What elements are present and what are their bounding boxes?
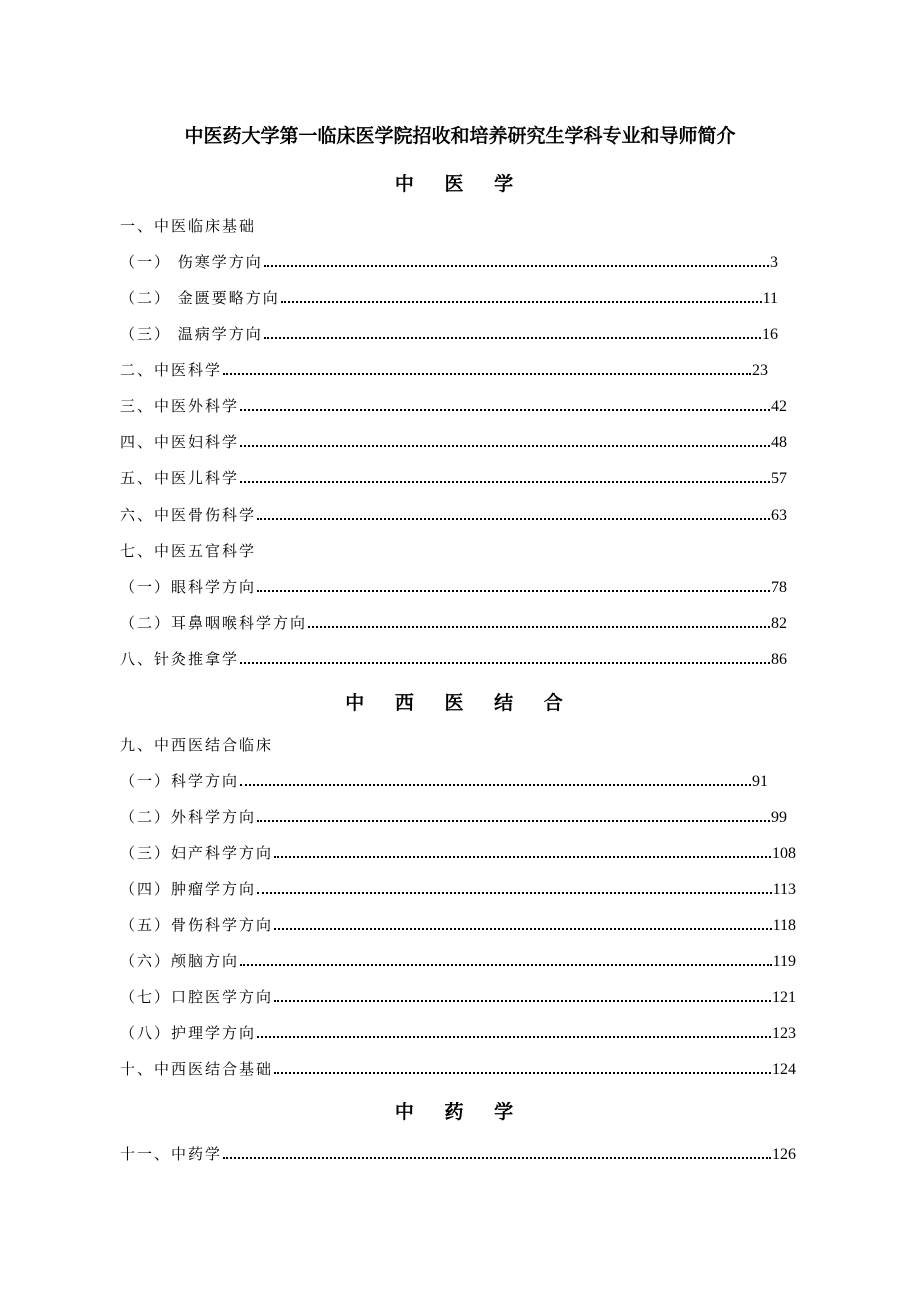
- dot-leader: [240, 445, 770, 447]
- toc-entry-label: （八）护理学方向: [120, 1024, 257, 1042]
- toc-entry[interactable]: [120, 322, 778, 346]
- toc-entry[interactable]: [120, 1021, 796, 1045]
- toc-entry-page: 119: [772, 953, 796, 970]
- dot-leader: [281, 301, 762, 303]
- toc-entry[interactable]: [120, 841, 796, 865]
- dot-leader: [240, 964, 772, 966]
- toc-entry[interactable]: [120, 575, 787, 599]
- toc-entry[interactable]: [120, 466, 787, 490]
- toc-entry[interactable]: [120, 503, 787, 527]
- document-title: 中医药大学第一临床医学院招收和培养研究生学科专业和导师简介: [184, 125, 736, 147]
- toc-entry-page: 82: [771, 615, 787, 632]
- dot-leader: [274, 1000, 771, 1002]
- toc-entry-page: 63: [771, 507, 787, 524]
- toc-entry-page: 118: [772, 917, 796, 934]
- toc-entry-label: 十一、中药学: [120, 1145, 223, 1163]
- dot-leader: [257, 590, 770, 592]
- toc-entry[interactable]: [120, 286, 778, 310]
- toc-entry-page: 48: [771, 434, 787, 451]
- toc-entry-label: 十、中西医结合基础: [120, 1060, 274, 1078]
- toc-entry[interactable]: [120, 358, 768, 382]
- toc-entry-label: （七）口腔医学方向: [120, 988, 274, 1006]
- toc-entry-page: 123: [772, 1025, 796, 1042]
- toc-entry-page: 11: [762, 290, 778, 307]
- toc-entry-label: （二） 金匮要略方向: [120, 289, 280, 307]
- toc-entry-label: （二）外科学方向: [120, 808, 257, 826]
- toc-entry-label: （四）肿瘤学方向: [120, 880, 257, 898]
- toc-entry-page: 121: [772, 989, 796, 1006]
- dot-leader: [274, 928, 772, 930]
- dot-leader: [240, 662, 770, 664]
- toc-entry-page: 126: [772, 1146, 796, 1163]
- toc-entry-label: 一、中医临床基础: [120, 217, 257, 235]
- toc-entry-page: 23: [752, 362, 768, 379]
- toc-entry-label: 三、中医外科学: [120, 397, 240, 415]
- toc-entry-label: （二）耳鼻咽喉科学方向: [120, 614, 308, 632]
- toc-entry-label: （一） 伤寒学方向: [120, 253, 263, 271]
- toc-entry-label: 七、中医五官科学: [120, 542, 257, 560]
- toc-entry-label: 八、针灸推拿学: [120, 650, 240, 668]
- toc-entry-page: 113: [772, 881, 796, 898]
- dot-leader: [223, 1157, 771, 1159]
- dot-leader: [240, 409, 770, 411]
- toc-entry[interactable]: [120, 214, 800, 238]
- toc-entry[interactable]: [120, 769, 768, 793]
- toc-entry-label: 四、中医妇科学: [120, 433, 240, 451]
- section-heading-pharmacy: 中 药 学: [394, 1101, 526, 1123]
- toc-entry-label: （一）科学方向: [120, 772, 240, 790]
- toc-entry-page: 108: [772, 845, 796, 862]
- toc-entry[interactable]: [120, 647, 787, 671]
- toc-entry[interactable]: [120, 1142, 796, 1166]
- toc-entry[interactable]: [120, 877, 796, 901]
- toc-entry-label: 二、中医科学: [120, 361, 223, 379]
- toc-entry[interactable]: [120, 805, 787, 829]
- dot-leader: [257, 820, 770, 822]
- toc-entry-label: （五）骨伤科学方向: [120, 916, 274, 934]
- toc-entry-page: 3: [770, 254, 778, 271]
- toc-entry-label: （三）妇产科学方向: [120, 844, 274, 862]
- dot-leader: [264, 265, 769, 267]
- toc-entry[interactable]: [120, 949, 796, 973]
- toc-entry[interactable]: [120, 1057, 796, 1081]
- dot-leader: [308, 626, 770, 628]
- toc-entry-label: （三） 温病学方向: [120, 325, 263, 343]
- toc-entry[interactable]: [120, 430, 787, 454]
- toc-entry-label: （一）眼科学方向: [120, 578, 257, 596]
- toc-entry-page: 42: [771, 398, 787, 415]
- toc-entry-page: 78: [771, 579, 787, 596]
- toc-entry[interactable]: [120, 913, 796, 937]
- toc-entry[interactable]: [120, 539, 800, 563]
- dot-leader: [240, 481, 770, 483]
- toc-entry[interactable]: [120, 611, 787, 635]
- toc-entry-page: 86: [771, 651, 787, 668]
- toc-entry-page: 99: [771, 809, 787, 826]
- dot-leader: [257, 892, 772, 894]
- toc-entry[interactable]: [120, 985, 796, 1009]
- toc-entry-page: 124: [772, 1061, 796, 1078]
- toc-entry-label: 五、中医儿科学: [120, 469, 240, 487]
- dot-leader: [240, 784, 751, 786]
- toc-entry-page: 91: [752, 773, 768, 790]
- toc-entry[interactable]: [120, 250, 778, 274]
- toc-entry-page: 57: [771, 470, 787, 487]
- toc-entry[interactable]: [120, 394, 787, 418]
- dot-leader: [274, 1072, 771, 1074]
- dot-leader: [223, 373, 751, 375]
- dot-leader: [257, 1036, 771, 1038]
- dot-leader: [264, 337, 761, 339]
- dot-leader: [257, 518, 770, 520]
- toc-entry-page: 16: [762, 326, 778, 343]
- dot-leader: [274, 856, 771, 858]
- section-heading-tcm: 中 医 学: [394, 173, 526, 195]
- toc-entry-label: 九、中西医结合临床: [120, 736, 274, 754]
- toc-entry-label: （六）颅脑方向: [120, 952, 240, 970]
- section-heading-integrated: 中 西 医 结 合: [345, 692, 575, 714]
- toc-entry[interactable]: [120, 733, 800, 757]
- toc-entry-label: 六、中医骨伤科学: [120, 506, 257, 524]
